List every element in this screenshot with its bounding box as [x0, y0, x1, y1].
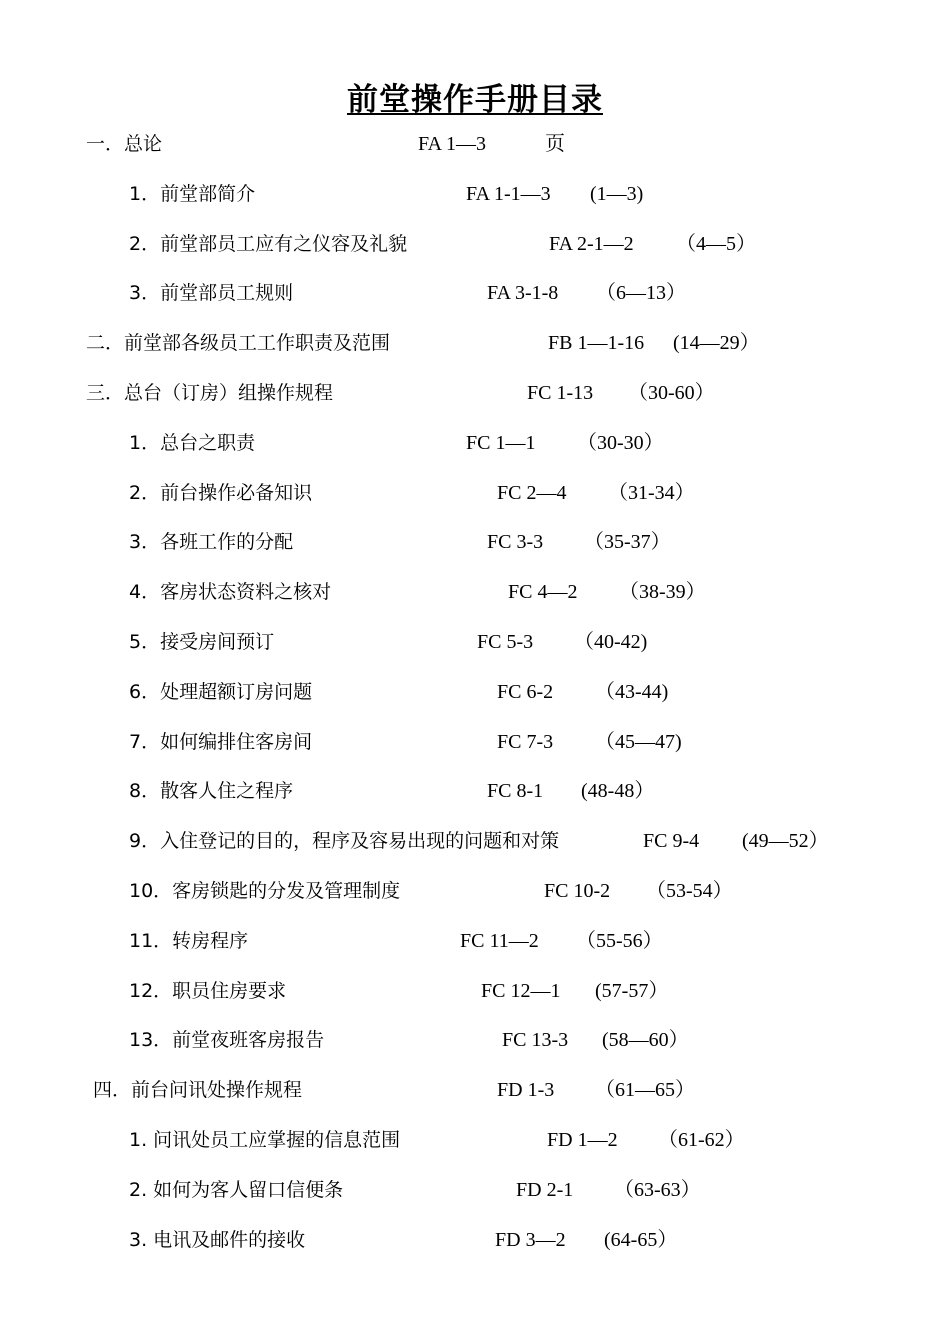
toc-entry — [0, 1225, 950, 1255]
toc-entry-code: FC 8-1 — [487, 780, 544, 803]
toc-entry-label: 3．各班工作的分配 — [129, 531, 294, 554]
toc-entry — [0, 478, 950, 508]
toc-entry-label: 11．转房程序 — [129, 929, 249, 952]
toc-entry-pages: (64-65） — [604, 1228, 678, 1251]
toc-entry-code: FC 4—2 — [508, 581, 578, 604]
toc-entry-pages: (57-57） — [595, 979, 669, 1002]
toc-entry-pages: （55-56） — [576, 929, 663, 952]
toc-entry — [0, 527, 950, 557]
toc-entry-pages: （30-30） — [577, 431, 664, 454]
toc-entry-pages: （63-63） — [614, 1178, 701, 1201]
toc-entry — [0, 1175, 950, 1205]
toc-entry — [0, 428, 950, 458]
toc-entry — [0, 976, 950, 1006]
toc-entry-label: 二．前堂部各级员工工作职责及范围 — [86, 332, 391, 355]
toc-entry-code: FC 6-2 — [497, 680, 554, 703]
toc-entry-label: 4．客房状态资料之核对 — [129, 581, 332, 604]
toc-entry — [0, 179, 950, 209]
toc-entry-code: FB 1—1-16 — [548, 332, 645, 355]
toc-entry-label: 8．散客人住之程序 — [129, 780, 294, 803]
document-title — [0, 74, 950, 119]
toc-entry-label: 10．客房锁匙的分发及管理制度 — [129, 880, 401, 902]
toc-entry-label: 7．如何编排住客房间 — [129, 730, 313, 753]
toc-entry-pages: （4—5） — [676, 232, 756, 255]
toc-entry-code: FC 11—2 — [460, 929, 539, 952]
toc-entry-code: FC 12—1 — [481, 979, 561, 1002]
toc-entry — [0, 627, 950, 657]
toc-entry-label: 9．入住登记的目的，程序及容易出现的问题和对策 — [129, 830, 560, 853]
toc-entry-pages: (48-48） — [581, 780, 655, 803]
toc-entry-label: 5．接受房间预订 — [129, 631, 275, 653]
toc-entry-code: FA 3-1-8 — [487, 282, 559, 305]
toc-entry — [0, 1025, 950, 1055]
toc-entry-pages: (1—3) — [590, 182, 644, 205]
toc-entry — [0, 229, 950, 259]
toc-entry-code: FA 1—3 — [418, 133, 486, 155]
toc-entry-code: FD 1—2 — [547, 1129, 618, 1151]
toc-entry-pages: (58—60） — [602, 1029, 689, 1052]
toc-entry-pages: （61-62） — [658, 1129, 745, 1151]
title-text: 前堂操作手册目录 — [347, 82, 603, 118]
toc-entry — [0, 926, 950, 956]
toc-entry-pages: （40-42) — [574, 631, 648, 653]
toc-entry-pages: （6—13） — [596, 282, 686, 305]
toc-entry-code: FD 1-3 — [497, 1079, 555, 1102]
toc-entry-code: FC 3-3 — [487, 531, 544, 554]
toc-entry-code: FD 2-1 — [516, 1178, 574, 1201]
toc-entry — [0, 826, 950, 856]
toc-entry-label: 四．前台问讯处操作规程 — [93, 1079, 303, 1102]
toc-entry-label: 三．总台（订房）组操作规程 — [86, 382, 334, 404]
toc-entry-pages: （61—65） — [595, 1079, 695, 1102]
toc-entry-label: 2．前堂部员工应有之仪容及礼貌 — [129, 232, 408, 255]
toc-entry-label: 1. 问讯处员工应掌握的信息范围 — [129, 1129, 401, 1151]
toc-entry-pages: （35-37） — [584, 531, 671, 554]
toc-entry-label: 2. 如何为客人留口信便条 — [129, 1178, 344, 1201]
toc-entry — [0, 727, 950, 757]
toc-entry-code: FA 1-1—3 — [466, 182, 551, 205]
toc-entry — [0, 577, 950, 607]
toc-entry-code: FC 2—4 — [497, 481, 567, 504]
toc-entry — [0, 1125, 950, 1155]
toc-entry-pages: （43-44) — [595, 680, 669, 703]
toc-entry — [0, 328, 950, 358]
toc-entry-label: 6．处理超额订房问题 — [129, 680, 313, 703]
toc-entry-label: 3. 电讯及邮件的接收 — [129, 1228, 306, 1251]
toc-entry-pages: （30-60） — [628, 382, 715, 404]
toc-entry-label: 一．总论 — [86, 133, 163, 155]
toc-entry-label: 1．总台之职责 — [129, 431, 256, 454]
toc-entry — [0, 129, 950, 159]
toc-entry-label: 13．前堂夜班客房报告 — [129, 1029, 325, 1052]
toc-entry-label: 1．前堂部简介 — [129, 182, 256, 205]
toc-entry-code: FC 1-13 — [527, 382, 594, 404]
toc-entry-pages: (49—52） — [742, 830, 829, 853]
toc-entry — [0, 378, 950, 408]
toc-entry — [0, 876, 950, 906]
toc-entry-pages: （38-39） — [619, 581, 706, 604]
toc-entry-code: FC 10-2 — [544, 880, 611, 902]
toc-entry-code: FC 13-3 — [502, 1029, 569, 1052]
toc-entry-pages: （45—47) — [595, 730, 682, 753]
toc-entry-label: 12．职员住房要求 — [129, 979, 287, 1002]
toc-entry — [0, 677, 950, 707]
toc-entry-pages: （53-54） — [646, 880, 733, 902]
toc-entry-pages: 页 — [545, 133, 565, 155]
toc-entry — [0, 1075, 950, 1105]
toc-entry-code: FC 1—1 — [466, 431, 536, 454]
toc-entry-pages: (14—29） — [673, 332, 760, 355]
toc-entry — [0, 278, 950, 308]
toc-entry-code: FC 7-3 — [497, 730, 554, 753]
toc-entry-pages: （31-34） — [608, 481, 695, 504]
toc-entry-code: FA 2-1—2 — [549, 232, 634, 255]
toc-entry-code: FC 5-3 — [477, 631, 534, 653]
toc-entry-label: 2．前台操作必备知识 — [129, 481, 313, 504]
toc-entry-code: FD 3—2 — [495, 1228, 566, 1251]
toc-entry — [0, 776, 950, 806]
toc-entry-code: FC 9-4 — [643, 830, 700, 853]
toc-entry-label: 3．前堂部员工规则 — [129, 282, 294, 305]
